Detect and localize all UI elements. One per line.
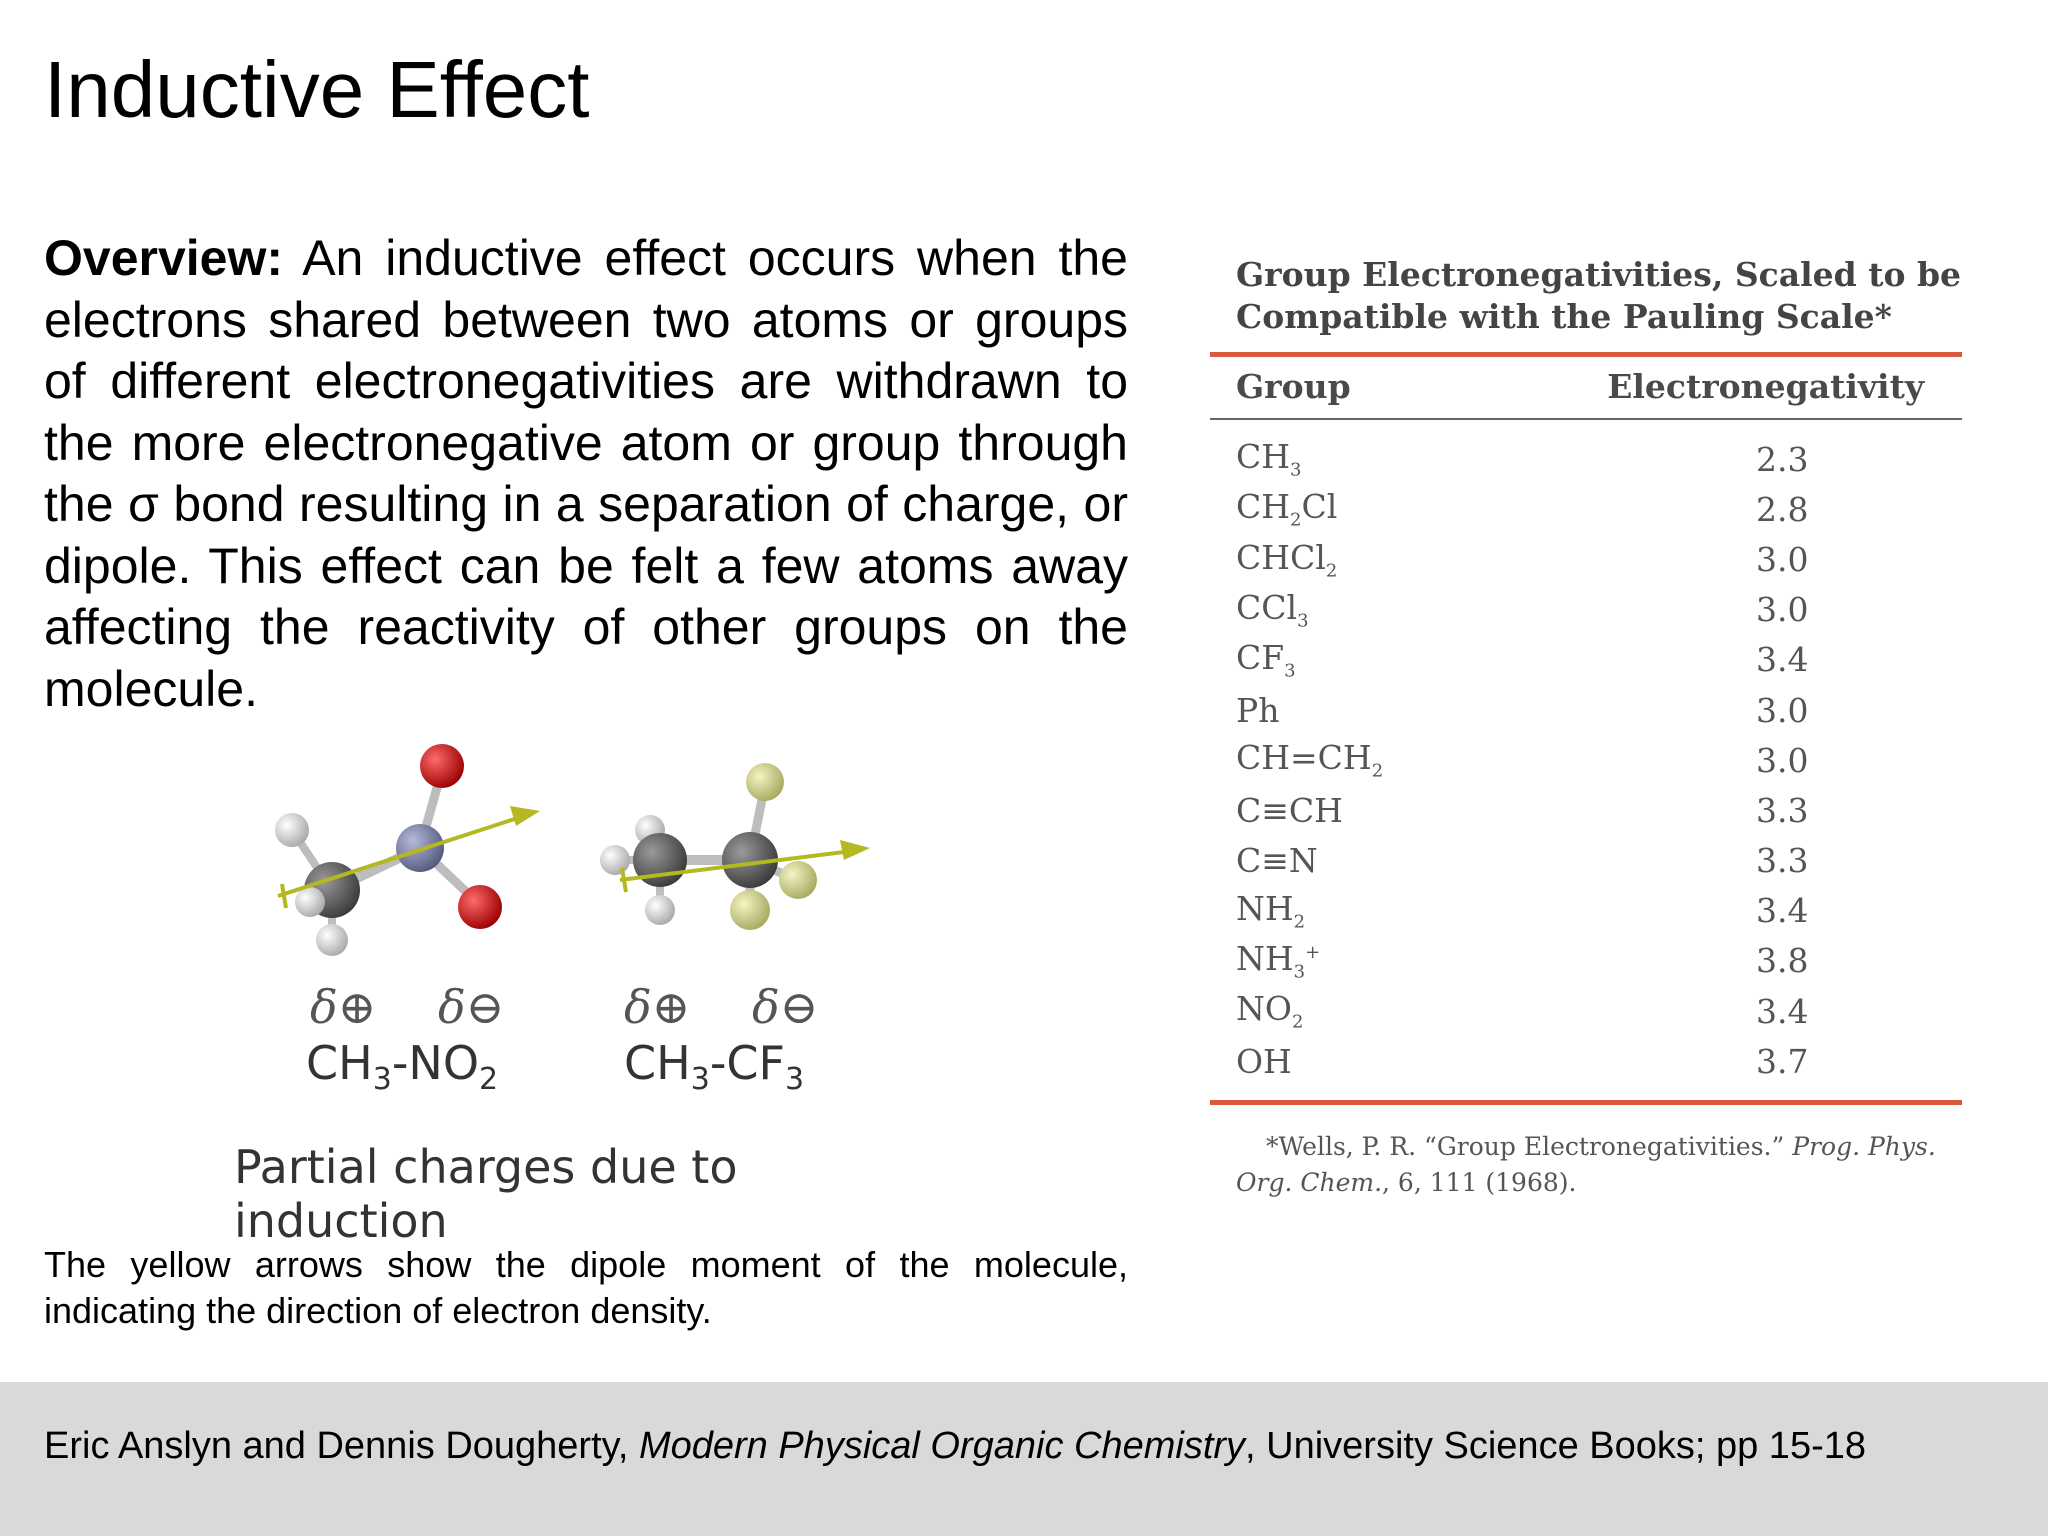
group-cell: OH	[1236, 1041, 1292, 1081]
electronegativity-cell: 3.7	[1756, 1041, 1809, 1081]
table-row	[1210, 635, 1962, 685]
group-cell: $NH_2$	[1236, 888, 1306, 933]
nitromethane-model	[275, 744, 540, 956]
table-row	[1210, 1036, 1962, 1086]
group-cell: $CH_3$	[1236, 437, 1302, 481]
electronegativity-cell: 3.4	[1756, 891, 1809, 931]
electronegativity-cell: 3.0	[1756, 690, 1809, 730]
electronegativity-cell: 2.3	[1756, 439, 1809, 479]
electronegativity-cell: 3.3	[1756, 790, 1809, 830]
table-row	[1210, 735, 1962, 785]
electronegativity-cell: 3.3	[1756, 841, 1809, 881]
table-footnote: *Wells, P. R. “Group Electronegativities.” Prog. Phys. Org. Chem., 6, 111 (1968).	[1236, 1132, 1936, 1198]
citation-footer	[0, 1382, 2048, 1536]
table-row	[1210, 434, 1962, 484]
group-cell: $CF_3$	[1236, 638, 1296, 682]
table-bottom-rule	[1210, 1100, 1962, 1105]
citation-text: Eric Anslyn and Dennis Dougherty, Modern Physical Organic Chemistry, University Science Books; pp 15-18	[44, 1425, 1867, 1467]
table-row	[1210, 936, 1962, 986]
table-body	[1210, 420, 1962, 1092]
group-cell: $CH=CH_2$	[1236, 738, 1384, 783]
overview-text: An inductive effect occurs when the electrons shared between two atoms or groups of different electronegativities are withdrawn to the more electronegative atom or group through the σ bond resulting in a separation of charge, or dipole. This effect can be felt a few atoms away affecting the reactivity of other groups on the molecule.	[44, 230, 1128, 717]
charge-minus-2: δ⊖	[752, 980, 819, 1034]
group-cell: C≡CH	[1236, 790, 1343, 830]
group-cell: CCl$_3$	[1236, 587, 1309, 632]
group-cell: $NO_2$	[1236, 989, 1304, 1033]
charge-plus-2: δ⊕	[624, 980, 691, 1034]
charge-minus-1: δ⊖	[438, 980, 505, 1034]
partial-charges-figure	[220, 730, 940, 1248]
electronegativity-cell: 2.8	[1756, 489, 1809, 529]
group-cell: $NH_3^+$	[1236, 939, 1321, 983]
overview-paragraph	[44, 228, 1128, 720]
table-header	[1210, 357, 1962, 418]
electronegativity-cell: 3.8	[1756, 941, 1809, 981]
figure-caption: Partial charges due to induction	[234, 1140, 738, 1248]
charge-plus-1: δ⊕	[310, 980, 377, 1034]
table-row	[1210, 484, 1962, 534]
electronegativity-cell: 3.0	[1756, 740, 1809, 780]
slide-title: Inductive Effect	[44, 45, 590, 134]
table-row	[1210, 685, 1962, 735]
col-header-group: Group	[1236, 367, 1351, 406]
table-row	[1210, 986, 1962, 1036]
dipole-note: The yellow arrows show the dipole moment of the molecule, indicating the direction of electron density.	[44, 1244, 1128, 1331]
book-title: Modern Physical Organic Chemistry	[638, 1425, 1246, 1467]
group-cell: C≡N	[1236, 841, 1318, 881]
electronegativity-cell: 3.0	[1756, 539, 1809, 579]
table-row	[1210, 886, 1962, 936]
table-row	[1210, 585, 1962, 635]
trifluoroethane-model	[600, 763, 870, 930]
formula-nitromethane: $CH_3-NO_2$	[306, 1036, 499, 1098]
electronegativity-table	[1210, 254, 1962, 1201]
electronegativity-cell: 3.0	[1756, 590, 1809, 630]
electronegativity-cell: 3.4	[1756, 640, 1809, 680]
group-cell: Ph	[1236, 690, 1280, 730]
table-title: Group Electronegativities, Scaled to be Compatible with the Pauling Scale*	[1236, 255, 1962, 336]
group-cell: CHCl$_2$	[1236, 537, 1338, 582]
table-row	[1210, 836, 1962, 886]
col-header-electronegativity: Electronegativity	[1607, 367, 1924, 406]
formula-trifluoroethane: $CH_3-CF_3$	[624, 1036, 805, 1098]
overview-label: Overview:	[44, 230, 284, 286]
table-row	[1210, 785, 1962, 835]
electronegativity-cell: 3.4	[1756, 991, 1809, 1031]
table-row	[1210, 534, 1962, 584]
group-cell: $CH_2Cl$	[1236, 487, 1338, 532]
